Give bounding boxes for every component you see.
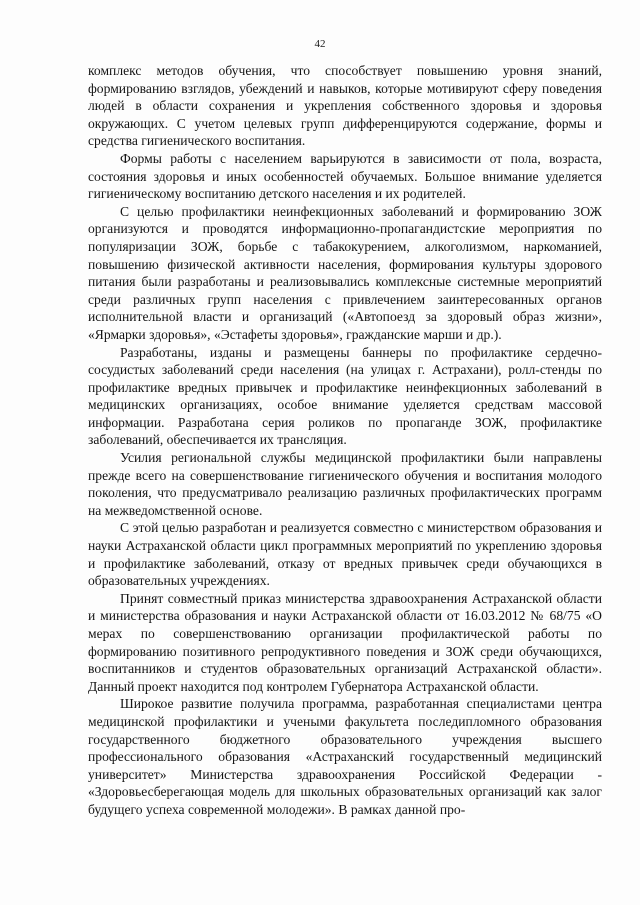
- paragraph: С этой целью разработан и реализуется совместно с министерством образования и науки Астраханской области цикл программных мероприятий по укреплению здоровья и профилактике заболеваний, отказу от вредных привычек среди обучающихся в образовательных учреждениях.: [88, 520, 602, 589]
- paragraph: Широкое развитие получила программа, разработанная специалистами центра медицинской профилактики и учеными факультета последипломного образования государственного бюджетного образовательного учреждения высшего профессионального образования «Астраханский государственный медицинский университет» Министерства здравоохранения Российской Федерации - «Здоровьесберегающая модель для школьных образовательных организаций как залог будущего успеха современной молодежи». В рамках данной про-: [88, 696, 602, 817]
- paragraph: Принят совместный приказ министерства здравоохранения Астраханской области и министерства образования и науки Астраханской области от 16.03.2012 № 68/75 «О мерах по совершенствованию организации профилактической работы по формированию позитивного репродуктивного поведения и ЗОЖ среди обучающихся, воспитанников и студентов образовательных организаций Астраханской области». Данный проект находится под контролем Губернатора Астраханской области.: [88, 590, 602, 694]
- paragraph: Разработаны, изданы и размещены баннеры по профилактике сердечно-сосудистых заболеваний среди населения (на улицах г. Астрахани), ролл-стенды по профилактике вредных привычек и профилактике неинфекционных заболеваний в медицинских организациях, особое внимание уделяется средствам массовой информации. Разработана серия роликов по пропаганде ЗОЖ, профилактике заболеваний, обеспечивается их трансляция.: [88, 344, 602, 448]
- page-number: 42: [314, 38, 326, 50]
- paragraph: Усилия региональной службы медицинской профилактики были направлены прежде всего на совершенствование гигиенического обучения и воспитания молодого поколения, что предусматривало реализацию различных профилактических программ на межведомственной основе.: [88, 450, 602, 518]
- paragraph: Формы работы с населением варьируются в зависимости от пола, возраста, состояния здоровья и иных особенностей обучаемых. Большое внимание уделяется гигиеническому воспитанию детского населения и их родителей.: [88, 150, 602, 202]
- document-body: [88, 62, 602, 819]
- paragraph: комплекс методов обучения, что способствует повышению уровня знаний, формированию взглядов, убеждений и навыков, которые мотивируют сферу поведения людей в области сохранения и укрепления собственного здоровья и здоровья окружающих. С учетом целевых групп дифференцируются содержание, формы и средства гигиенического воспитания.: [88, 63, 602, 149]
- paragraph: С целью профилактики неинфекционных заболеваний и формированию ЗОЖ организуются и проводятся информационно-пропагандистские мероприятия по популяризации ЗОЖ, борьбе с табакокурением, алкоголизмом, наркоманией, повышению физической активности населения, формирования культуры здорового питания были разработаны и реализовывались комплексные системные мероприятий среди различных групп населения с привлечением заинтересованных органов исполнительной власти и организаций («Автопоезд за здоровый образ жизни», «Ярмарки здоровья», «Эстафеты здоровья», гражданские марши и др.).: [88, 203, 602, 342]
